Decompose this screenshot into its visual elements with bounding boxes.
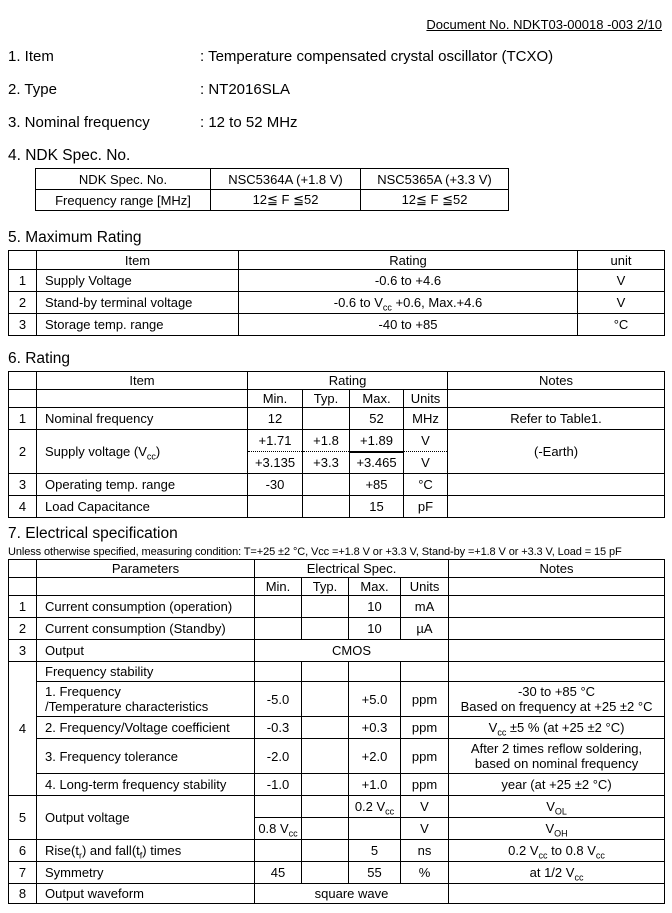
table-row <box>9 739 665 774</box>
max-cell <box>349 818 401 840</box>
section-maximum-rating <box>8 229 672 336</box>
max-cell: 0.2 $V_{cc}$ <box>349 796 401 818</box>
min-cell: -30 <box>248 474 303 496</box>
typ-cell: +3.3 <box>303 452 350 474</box>
row-number: 2 <box>9 430 37 474</box>
min-cell: -0.3 <box>255 717 302 739</box>
rating-header: Rating <box>248 372 448 390</box>
table-row <box>36 190 509 211</box>
item-cell: Stand-by terminal voltage <box>37 292 239 314</box>
max-cell: +0.3 <box>349 717 401 739</box>
units-header: Units <box>404 390 448 408</box>
unit-cell: °C <box>578 314 665 336</box>
spec-no-header-cell: NDK Spec. No. <box>36 169 211 190</box>
param-cell: Output waveform <box>37 884 255 904</box>
param-cell: 2. Frequency/Voltage coefficient <box>37 717 255 739</box>
table-row <box>36 169 509 190</box>
empty-cell <box>37 390 248 408</box>
section-ndk-spec-no <box>8 147 672 211</box>
document-number: Document No. NDKT03-00018 -003 2/10 <box>426 17 662 32</box>
table-row <box>9 640 665 662</box>
table-row <box>9 292 665 314</box>
typ-header: Typ. <box>302 578 349 596</box>
max-cell <box>349 662 401 682</box>
min-cell <box>255 840 302 862</box>
empty-cell <box>9 560 37 578</box>
row-number: 7 <box>9 862 37 884</box>
item-cell: Storage temp. range <box>37 314 239 336</box>
rating-cell: -0.6 to $V_{cc} +0.6$, Max.+4.6 <box>239 292 578 314</box>
min-cell: -5.0 <box>255 682 302 717</box>
max-header: Max. <box>350 390 404 408</box>
item-cell: Operating temp. range <box>37 474 248 496</box>
notes-cell: year (at +25 ±2 °C) <box>449 774 665 796</box>
notes-cell: $V_{cc} \pm 5$ % (at +25 ±2 °C) <box>449 717 665 739</box>
row-number: 3 <box>9 640 37 662</box>
units-cell: V <box>401 818 449 840</box>
typ-cell <box>302 739 349 774</box>
max-cell: +1.89 <box>350 430 404 452</box>
typ-cell <box>303 474 350 496</box>
table-header-row <box>9 560 665 578</box>
item-row-1 <box>8 48 672 65</box>
notes-cell <box>449 884 665 904</box>
max-header: Max. <box>349 578 401 596</box>
param-cell: Current consumption (Standby) <box>37 618 255 640</box>
notes-cell <box>449 596 665 618</box>
table-row <box>9 596 665 618</box>
typ-cell <box>302 596 349 618</box>
param-cell: 3. Frequency tolerance <box>37 739 255 774</box>
table-row <box>9 774 665 796</box>
notes-cell: -30 to +85 °C Based on frequency at +25 ±2 °C <box>449 682 665 717</box>
min-cell <box>255 662 302 682</box>
measuring-condition-note: Unless otherwise specified, measuring condition: T=+25 ±2 °C, Vcc =+1.8 V or +3.3 V, Stand-by =+1.8 V or +3.3 V, Load = 15 pF <box>8 546 622 558</box>
type-value: : NT2016SLA <box>200 81 291 98</box>
section-title-6: 6. Rating <box>8 350 71 367</box>
units-cell <box>401 662 449 682</box>
table-row <box>9 662 665 682</box>
min-cell: 45 <box>255 862 302 884</box>
section-title-7: 7. Electrical specification <box>8 525 178 542</box>
max-cell: +85 <box>350 474 404 496</box>
max-cell: 5 <box>349 840 401 862</box>
electrical-spec-header: Electrical Spec. <box>255 560 449 578</box>
min-cell: -2.0 <box>255 739 302 774</box>
table-row <box>9 717 665 739</box>
row-number: 3 <box>9 474 37 496</box>
parameters-header: Parameters <box>37 560 255 578</box>
units-cell: % <box>401 862 449 884</box>
item-value: : Temperature compensated crystal oscillator (TCXO) <box>200 48 554 65</box>
typ-cell <box>302 840 349 862</box>
notes-cell: $V_{OL}$ <box>449 796 665 818</box>
units-header: Units <box>401 578 449 596</box>
item-cell: Supply voltage $(V_{cc})$ <box>37 430 248 474</box>
units-cell: ns <box>401 840 449 862</box>
electrical-spec-table <box>8 559 665 904</box>
units-cell: ppm <box>401 739 449 774</box>
empty-cell <box>449 578 665 596</box>
min-cell: +3.135 <box>248 452 303 474</box>
row-number: 2 <box>9 618 37 640</box>
unit-cell: V <box>578 270 665 292</box>
param-cell: 1. Frequency /Temperature characteristics <box>37 682 255 717</box>
frequency-range-1v8: 12≦ F ≦52 <box>211 190 361 211</box>
min-cell: -1.0 <box>255 774 302 796</box>
units-cell: °C <box>404 474 448 496</box>
units-cell: V <box>404 430 448 452</box>
item-header: Item <box>37 251 239 270</box>
notes-header: Notes <box>449 560 665 578</box>
notes-cell <box>449 618 665 640</box>
spec-no-3v3-cell: NSC5365A (+3.3 V) <box>361 169 509 190</box>
item-cell: Nominal frequency <box>37 408 248 430</box>
section-title-5: 5. Maximum Rating <box>8 229 142 246</box>
typ-cell: +1.8 <box>303 430 350 452</box>
frequency-range-3v3: 12≦ F ≦52 <box>361 190 509 211</box>
maximum-rating-table <box>8 250 665 336</box>
empty-cell <box>9 390 37 408</box>
param-cell: $Rise(t_r)$ and $fall(t_f)$ times <box>37 840 255 862</box>
notes-cell: $V_{OH}$ <box>449 818 665 840</box>
notes-cell <box>448 474 665 496</box>
notes-cell <box>449 640 665 662</box>
max-cell: +2.0 <box>349 739 401 774</box>
table-row <box>9 270 665 292</box>
item-list <box>8 48 672 131</box>
min-cell: 0.8 $V_{cc}$ <box>255 818 302 840</box>
row-number: 1 <box>9 596 37 618</box>
max-cell: 10 <box>349 618 401 640</box>
table-row <box>9 682 665 717</box>
notes-cell: 0.2 $V_{cc}$ to 0.8 $V_{cc}$ <box>449 840 665 862</box>
min-cell <box>255 596 302 618</box>
spec-span-cell: square wave <box>255 884 449 904</box>
table-row <box>9 496 665 518</box>
min-cell <box>248 496 303 518</box>
rating-cell: -40 to +85 <box>239 314 578 336</box>
param-cell: 4. Long-term frequency stability <box>37 774 255 796</box>
section-title-4: 4. NDK Spec. No. <box>8 147 131 164</box>
table-row <box>9 314 665 336</box>
ndk-spec-no-table <box>35 168 509 211</box>
table-row <box>9 840 665 862</box>
type-label: 2. Type <box>8 81 57 98</box>
section-rating <box>8 350 672 518</box>
typ-cell <box>302 862 349 884</box>
typ-cell <box>303 496 350 518</box>
notes-header: Notes <box>448 372 665 390</box>
units-cell: ppm <box>401 717 449 739</box>
row-number: 1 <box>9 408 37 430</box>
table-row <box>9 884 665 904</box>
row-number: 2 <box>9 292 37 314</box>
notes-cell: (-Earth) <box>448 430 665 474</box>
unit-cell: V <box>578 292 665 314</box>
min-header: Min. <box>248 390 303 408</box>
notes-cell: Refer to Table1. <box>448 408 665 430</box>
min-cell: 12 <box>248 408 303 430</box>
notes-cell: After 2 times reflow soldering, based on nominal frequency <box>449 739 665 774</box>
param-cell: Current consumption (operation) <box>37 596 255 618</box>
frequency-range-label: Frequency range [MHz] <box>36 190 211 211</box>
notes-cell: at 1/2 $V_{cc}$ <box>449 862 665 884</box>
row-number: 3 <box>9 314 37 336</box>
max-cell: +1.0 <box>349 774 401 796</box>
typ-cell <box>303 408 350 430</box>
section-electrical-spec <box>8 525 672 904</box>
empty-cell <box>9 578 37 596</box>
empty-cell <box>9 251 37 270</box>
typ-cell <box>302 774 349 796</box>
row-number: 6 <box>9 840 37 862</box>
table-row <box>9 796 665 818</box>
item-cell: Load Capacitance <box>37 496 248 518</box>
notes-cell <box>448 496 665 518</box>
max-cell: +3.465 <box>350 452 404 474</box>
table-subheader-row <box>9 390 665 408</box>
units-cell: V <box>404 452 448 474</box>
group-label-cell: Frequency stability <box>37 662 255 682</box>
notes-cell <box>449 662 665 682</box>
nominal-frequency-label: 3. Nominal frequency <box>8 114 150 131</box>
max-cell: +5.0 <box>349 682 401 717</box>
spec-span-cell: CMOS <box>255 640 449 662</box>
max-cell: 55 <box>349 862 401 884</box>
max-cell: 10 <box>349 596 401 618</box>
unit-header: unit <box>578 251 665 270</box>
typ-cell <box>302 818 349 840</box>
table-row <box>9 862 665 884</box>
typ-cell <box>302 682 349 717</box>
nominal-frequency-value: : 12 to 52 MHz <box>200 114 298 131</box>
item-row-2 <box>8 81 672 98</box>
rating-cell: -0.6 to +4.6 <box>239 270 578 292</box>
row-number: 4 <box>9 496 37 518</box>
empty-cell <box>9 372 37 390</box>
typ-header: Typ. <box>303 390 350 408</box>
table-header-row <box>9 372 665 390</box>
table-row <box>9 430 665 452</box>
typ-cell <box>302 618 349 640</box>
row-number: 8 <box>9 884 37 904</box>
min-cell <box>255 618 302 640</box>
param-cell: Output <box>37 640 255 662</box>
row-number: 1 <box>9 270 37 292</box>
rating-table <box>8 371 665 518</box>
max-cell: 15 <box>350 496 404 518</box>
min-header: Min. <box>255 578 302 596</box>
table-row <box>9 618 665 640</box>
min-cell: +1.71 <box>248 430 303 452</box>
item-cell: Supply Voltage <box>37 270 239 292</box>
table-row <box>9 474 665 496</box>
typ-cell <box>302 796 349 818</box>
item-row-3 <box>8 114 672 131</box>
typ-cell <box>302 717 349 739</box>
min-cell <box>255 796 302 818</box>
table-header-row <box>9 251 665 270</box>
empty-cell <box>37 578 255 596</box>
units-cell: ppm <box>401 682 449 717</box>
max-cell: 52 <box>350 408 404 430</box>
row-number: 5 <box>9 796 37 840</box>
item-header: Item <box>37 372 248 390</box>
empty-cell <box>448 390 665 408</box>
units-cell: ppm <box>401 774 449 796</box>
units-cell: mA <box>401 596 449 618</box>
param-cell: Symmetry <box>37 862 255 884</box>
spec-no-1v8-cell: NSC5364A (+1.8 V) <box>211 169 361 190</box>
units-cell: pF <box>404 496 448 518</box>
table-row <box>9 408 665 430</box>
typ-cell <box>302 662 349 682</box>
param-cell: Output voltage <box>37 796 255 840</box>
table-subheader-row <box>9 578 665 596</box>
units-cell: µA <box>401 618 449 640</box>
item-label: 1. Item <box>8 48 54 65</box>
units-cell: V <box>401 796 449 818</box>
rating-header: Rating <box>239 251 578 270</box>
row-number: 4 <box>9 662 37 796</box>
units-cell: MHz <box>404 408 448 430</box>
